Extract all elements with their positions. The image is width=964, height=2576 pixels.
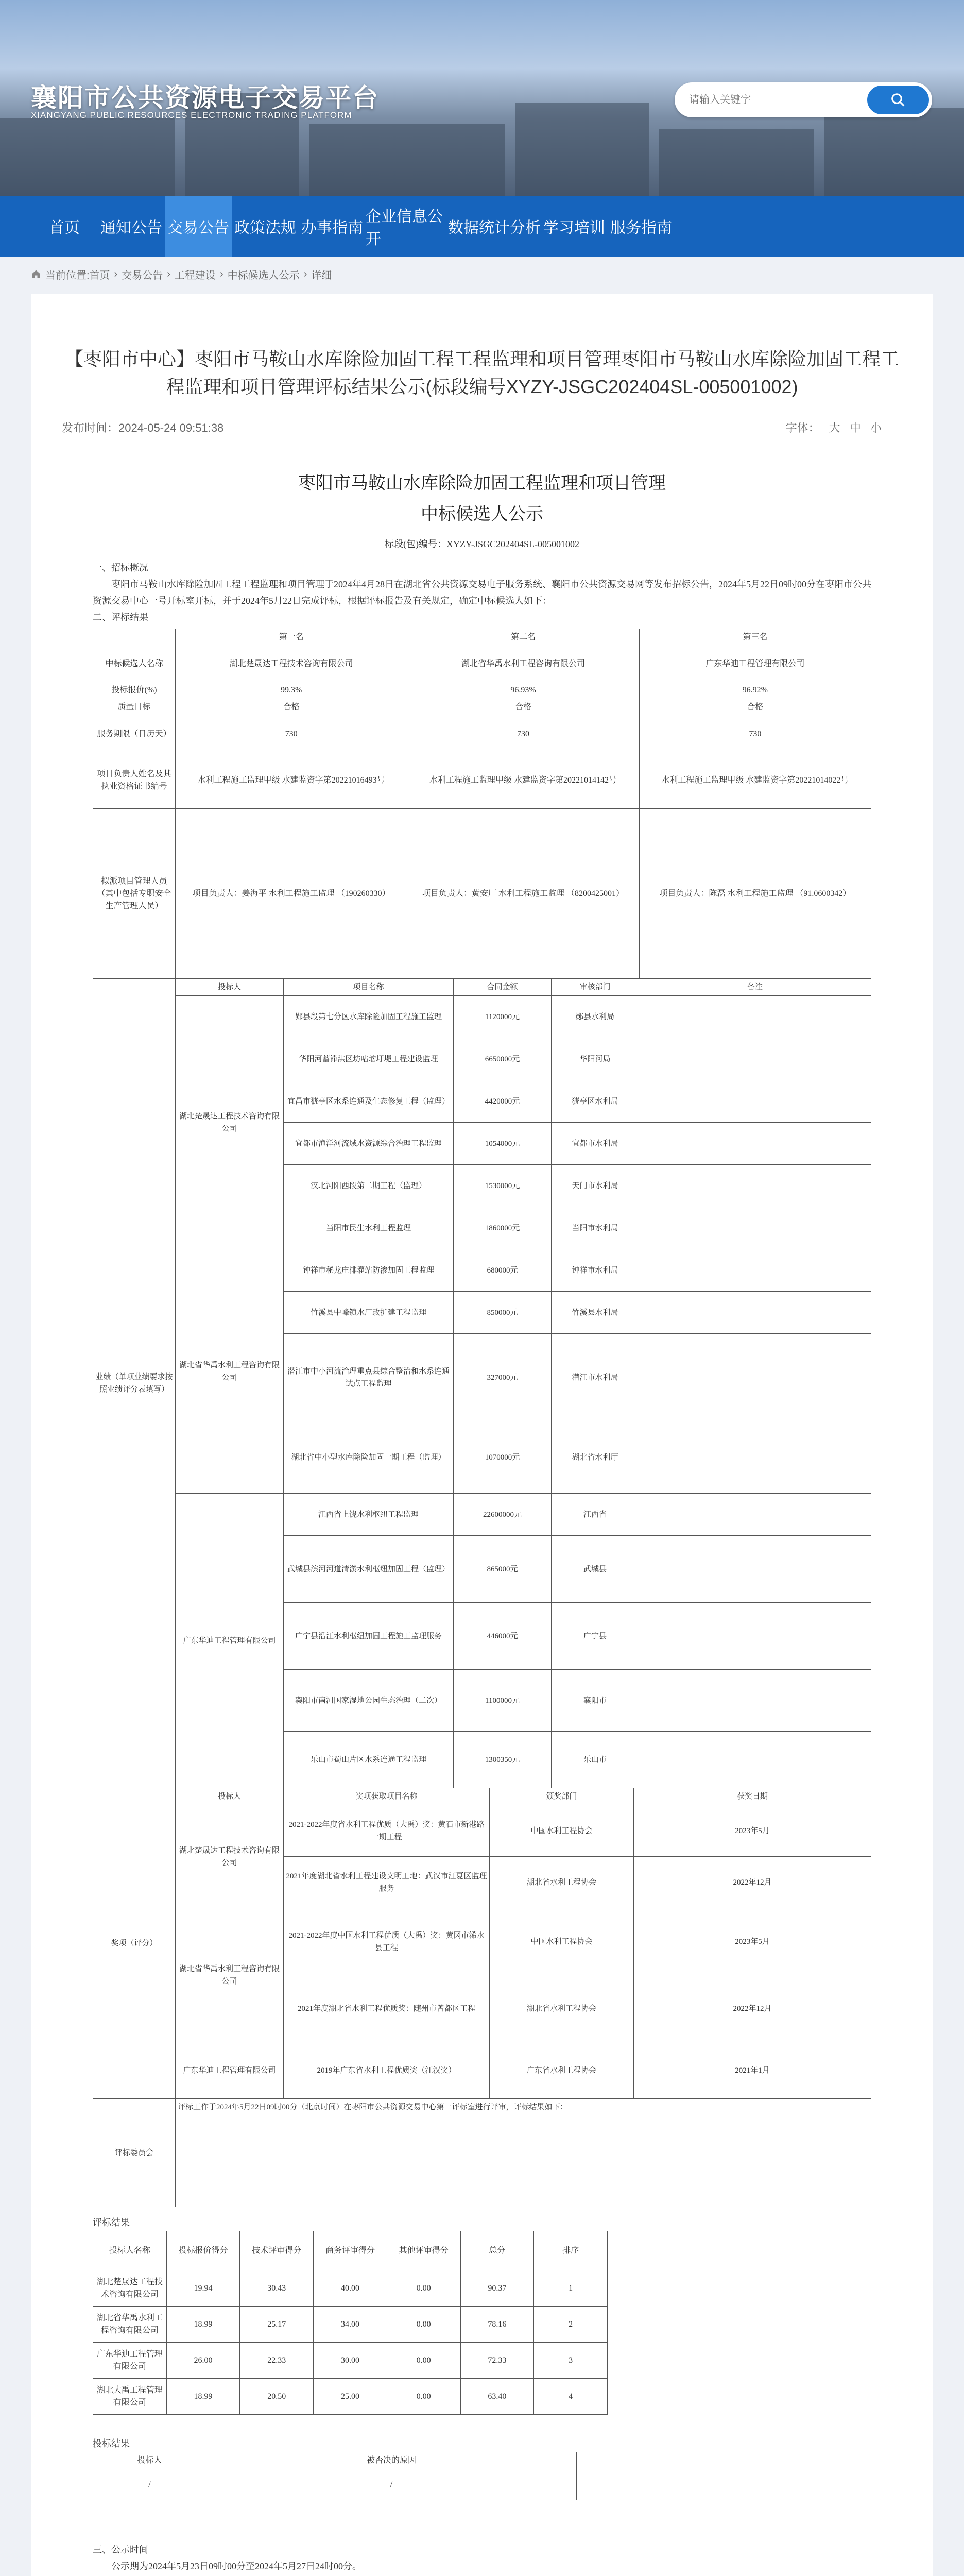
table-cell: 30.00 — [314, 2343, 387, 2379]
table-cell: 0.00 — [387, 2343, 460, 2379]
table-cell: 湖北楚晟达工程技术咨询有限公司 — [93, 2270, 167, 2307]
bidder-name: 湖北楚晟达工程技术咨询有限公司 — [176, 996, 284, 1249]
table-cell: 1530000元 — [454, 1165, 552, 1207]
table-corner — [93, 629, 176, 646]
table-cell: 襄阳市 — [552, 1670, 639, 1732]
table-cell: 项目负责人：姜海平 水利工程施工监理 （190260330） — [176, 809, 407, 979]
table-cell: 竹溪县水利局 — [552, 1292, 639, 1334]
col-award-dept: 颁奖部门 — [490, 1788, 634, 1805]
table-cell: 湖北省水利厅 — [552, 1421, 639, 1494]
committee-text: 评标工作于2024年5月22日09时00分（北京时间）在枣阳市公共资源交易中心第一评标室进行评审，评标结果如下： — [176, 2099, 871, 2207]
table-cell: 郧县水利局 — [552, 996, 639, 1038]
nav-trade-announcements[interactable]: 交易公告 — [165, 196, 232, 257]
table-cell: 2021-2022年度省水利工程优质（大禹）奖：黄石市新港路一期工程 — [284, 1805, 490, 1857]
table-cell: 22.33 — [240, 2343, 314, 2379]
table-cell: 襄阳市南河国家湿地公园生态治理（二次） — [284, 1670, 454, 1732]
table-cell: 天门市水利局 — [552, 1165, 639, 1207]
col-third: 第三名 — [639, 629, 871, 646]
table-cell: 钟祥市水利局 — [552, 1249, 639, 1292]
table-cell: 广宁县 — [552, 1603, 639, 1670]
table-cell: 30.43 — [240, 2270, 314, 2307]
publish-time: 发布时间：2024-05-24 09:51:38 — [62, 421, 224, 434]
nav-home[interactable]: 首页 — [49, 219, 80, 236]
row-label: 投标报价(%) — [93, 682, 176, 699]
table-cell: 水利工程施工监理甲级 水建监资字第20221014142号 — [407, 752, 639, 809]
table-cell: 中国水利工程协会 — [490, 1805, 634, 1857]
bidder-name: 湖北省华禹水利工程咨询有限公司 — [176, 1908, 284, 2042]
table-cell: 1 — [534, 2270, 608, 2307]
section-1-title: 一、招标概况 — [93, 563, 148, 573]
table-cell: 广宁县沿江水利枢纽加固工程施工监理服务 — [284, 1603, 454, 1670]
col-total: 总分 — [460, 2231, 534, 2270]
table-cell: 3 — [534, 2343, 608, 2379]
table-cell: / — [206, 2469, 577, 2500]
table-cell: 水利工程施工监理甲级 水建监资字第20221016493号 — [176, 752, 407, 809]
table-cell: 72.33 — [460, 2343, 534, 2379]
table-cell: 广东华迪工程管理有限公司 — [639, 646, 871, 682]
table-cell: 中国水利工程协会 — [490, 1908, 634, 1975]
table-cell: 1120000元 — [454, 996, 552, 1038]
col-bidder: 投标人 — [176, 1788, 284, 1805]
table-cell: 327000元 — [454, 1334, 552, 1421]
site-title: 襄阳市公共资源电子交易平台 — [31, 83, 379, 112]
table-cell: 6650000元 — [454, 1038, 552, 1080]
col-bidder: 投标人 — [176, 979, 284, 996]
table-cell: 2021年度湖北省水利工程优质奖：随州市曾都区工程 — [284, 1975, 490, 2042]
row-label: 服务期限（日历天） — [93, 716, 176, 752]
nav-policy[interactable]: 政策法规 — [234, 219, 296, 236]
table-cell: 2 — [534, 2307, 608, 2343]
section-3-text: 公示期为2024年5月23日09时00分至2024年5月27日24时00分。 — [111, 2561, 361, 2571]
table-cell: 2022年12月 — [634, 1975, 871, 2042]
bid-result-title: 投标结果 — [93, 2438, 130, 2449]
table-cell: 当阳市水利局 — [552, 1207, 639, 1249]
table-cell: 1100000元 — [454, 1670, 552, 1732]
breadcrumb-detail: 详细 — [311, 269, 332, 281]
table-cell: 2022年12月 — [634, 1857, 871, 1908]
search-icon — [890, 92, 906, 108]
table-cell: 当阳市民生水利工程监理 — [284, 1207, 454, 1249]
nav-training[interactable]: 学习培训 — [543, 219, 605, 236]
table-cell: 4420000元 — [454, 1080, 552, 1123]
table-cell: 武城县滨河河道清淤水利枢纽加固工程（监理） — [284, 1536, 454, 1603]
col-bidder-name: 投标人名称 — [93, 2231, 167, 2270]
font-label: 字体： — [785, 421, 820, 434]
table-cell: 潜江市中小河流治理重点县综合整治和水系连通试点工程监理 — [284, 1334, 454, 1421]
section-1-text: 枣阳市马鞍山水库除险加固工程工程监理和项目管理于2024年4月28日在湖北省公共资源交易电子服务系统、襄阳市公共资源交易网等发布招标公告，2024年5月22日09时00分在枣阳市公共资源交易中心一号开标室开标，并于2024年5月22日完成评标，根据评标报告及有关规定，确定中标候选人如下： — [93, 579, 871, 606]
table-cell: 2021年度湖北省水利工程建设文明工地：武汉市江夏区监理服务 — [284, 1857, 490, 1908]
nav-guide[interactable]: 办事指南 — [301, 219, 363, 236]
table-cell: 99.3% — [176, 682, 407, 699]
doc-heading: 枣阳市马鞍山水库除险加固工程监理和项目管理 — [298, 473, 666, 493]
table-cell: 1054000元 — [454, 1123, 552, 1165]
table-cell: 乐山市 — [552, 1732, 639, 1788]
performance-label: 业绩（单项业绩要求按照业绩评分表填写） — [93, 979, 176, 1788]
table-cell: 2023年5月 — [634, 1908, 871, 1975]
table-cell: 19.94 — [166, 2270, 240, 2307]
col-dept: 审核部门 — [552, 979, 639, 996]
table-cell: 宜昌市猇亭区水系连通及生态修复工程（监理） — [284, 1080, 454, 1123]
rejected-table — [93, 2452, 577, 2500]
font-small-button[interactable]: 小 — [870, 421, 882, 434]
table-cell: 合格 — [176, 699, 407, 716]
table-cell: 乐山市蜀山片区水系连通工程监理 — [284, 1732, 454, 1788]
section-2-title: 二、评标结果 — [93, 612, 148, 622]
table-cell: 0.00 — [387, 2379, 460, 2415]
font-mid-button[interactable]: 中 — [849, 421, 861, 434]
col-award-date: 获奖日期 — [634, 1788, 871, 1805]
font-big-button[interactable]: 大 — [829, 421, 840, 434]
col-project: 项目名称 — [284, 979, 454, 996]
table-cell: 汉北河阳西段第二期工程（监理） — [284, 1165, 454, 1207]
breadcrumb-home[interactable]: 首页 — [89, 269, 110, 281]
col-biz-score: 商务评审得分 — [314, 2231, 387, 2270]
table-cell: 0.00 — [387, 2270, 460, 2307]
table-cell: 1860000元 — [454, 1207, 552, 1249]
table-cell: 钟祥市秘龙庄排灌站防渗加固工程监理 — [284, 1249, 454, 1292]
table-cell: 2019年广东省水利工程优质奖（江汉奖） — [284, 2042, 490, 2099]
table-cell: 22600000元 — [454, 1494, 552, 1536]
table-cell: 680000元 — [454, 1249, 552, 1292]
table-cell: 446000元 — [454, 1603, 552, 1670]
table-cell: 865000元 — [454, 1536, 552, 1603]
table-cell: 宜都市水利局 — [552, 1123, 639, 1165]
col-second: 第二名 — [407, 629, 639, 646]
table-cell: / — [93, 2469, 206, 2500]
table-cell: 湖北大禹工程管理有限公司 — [93, 2379, 167, 2415]
bidder-name: 广东华迪工程管理有限公司 — [176, 1494, 284, 1788]
section-number: 标段(包)编号：XYZY-JSGC202404SL-005001002 — [385, 539, 579, 549]
table-cell: 2021年1月 — [634, 2042, 871, 2099]
col-bidder: 投标人 — [93, 2452, 206, 2469]
doc-subheading: 中标候选人公示 — [421, 504, 543, 524]
table-cell: 湖北省华禹水利工程咨询有限公司 — [407, 646, 639, 682]
home-icon — [31, 269, 41, 279]
table-cell: 宜都市渔洋河流域水资源综合治理工程监理 — [284, 1123, 454, 1165]
awards-table — [93, 1788, 871, 2099]
candidates-table — [93, 629, 871, 979]
table-cell: 合格 — [407, 699, 639, 716]
col-amount: 合同金额 — [454, 979, 552, 996]
row-label: 中标候选人名称 — [93, 646, 176, 682]
table-cell: 40.00 — [314, 2270, 387, 2307]
col-rank: 排序 — [534, 2231, 608, 2270]
nav-service[interactable]: 服务指南 — [610, 219, 672, 236]
document-body — [93, 536, 871, 2576]
table-cell: 武城县 — [552, 1536, 639, 1603]
search-input[interactable] — [689, 92, 859, 108]
breadcrumb-candidates[interactable]: 中标候选人公示 — [227, 269, 300, 281]
table-cell: 63.40 — [460, 2379, 534, 2415]
table-cell: 96.92% — [639, 682, 871, 699]
col-reason: 被否决的原因 — [206, 2452, 577, 2469]
table-cell: 730 — [639, 716, 871, 752]
table-cell: 合格 — [639, 699, 871, 716]
col-first: 第一名 — [176, 629, 407, 646]
table-cell: 项目负责人：陈磊 水利工程施工监理 （91.0600342） — [639, 809, 871, 979]
table-cell: 1070000元 — [454, 1421, 552, 1494]
col-tech-score: 技术评审得分 — [240, 2231, 314, 2270]
table-cell: 广东华迪工程管理有限公司 — [93, 2343, 167, 2379]
table-cell: 猇亭区水利局 — [552, 1080, 639, 1123]
table-cell: 26.00 — [166, 2343, 240, 2379]
table-cell: 34.00 — [314, 2307, 387, 2343]
bidder-name: 湖北省华禹水利工程咨询有限公司 — [176, 1249, 284, 1494]
table-cell: 水利工程施工监理甲级 水建监资字第20221014022号 — [639, 752, 871, 809]
col-award-project: 奖项获取项目名称 — [284, 1788, 490, 1805]
table-cell: 25.00 — [314, 2379, 387, 2415]
performance-table — [93, 978, 871, 1788]
score-table — [93, 2231, 608, 2415]
section-3-title: 三、公示时间 — [93, 2545, 148, 2555]
nav-notices[interactable]: 通知公告 — [100, 219, 162, 236]
table-cell: 华阳河蓄滞洪区坊咕垴圩堤工程建设监理 — [284, 1038, 454, 1080]
table-cell: 1300350元 — [454, 1732, 552, 1788]
table-cell: 广东省水利工程协会 — [490, 2042, 634, 2099]
nav-statistics[interactable]: 数据统计分析 — [448, 219, 541, 236]
table-cell: 850000元 — [454, 1292, 552, 1334]
table-cell: 0.00 — [387, 2307, 460, 2343]
search-button[interactable] — [867, 86, 929, 114]
nav-enterprise-info[interactable]: 企业信息公开 — [366, 208, 443, 248]
main-nav — [0, 196, 964, 257]
table-cell: 18.99 — [166, 2379, 240, 2415]
table-cell: 湖北省中小型水库除险加固一期工程（监理） — [284, 1421, 454, 1494]
table-cell: 江西省 — [552, 1494, 639, 1536]
article-container — [31, 294, 933, 2576]
row-label: 质量目标 — [93, 699, 176, 716]
table-cell: 25.17 — [240, 2307, 314, 2343]
article-title: 【枣阳市中心】枣阳市马鞍山水库除险加固工程工程监理和项目管理枣阳市马鞍山水库除险加固工程工程监理和项目管理评标结果公示(标段编号XYZY-JSGC202404SL-005001002) — [64, 348, 899, 397]
breadcrumb-prefix: 当前位置: — [45, 269, 90, 281]
table-cell: 730 — [407, 716, 639, 752]
table-cell: 20.50 — [240, 2379, 314, 2415]
table-cell: 竹溪县中峰镇水厂改扩建工程监理 — [284, 1292, 454, 1334]
table-cell: 湖北省水利工程协会 — [490, 1857, 634, 1908]
table-cell: 湖北省水利工程协会 — [490, 1975, 634, 2042]
table-cell: 2023年5月 — [634, 1805, 871, 1857]
col-remark: 备注 — [639, 979, 871, 996]
table-cell: 湖北省华禹水利工程咨询有限公司 — [93, 2307, 167, 2343]
table-cell: 华阳河局 — [552, 1038, 639, 1080]
font-size-control — [786, 419, 882, 435]
breadcrumb: 当前位置: 首页 › 交易公告 › 工程建设 › 中标候选人公示 › 详细 — [31, 258, 332, 291]
table-cell: 18.99 — [166, 2307, 240, 2343]
table-cell: 730 — [176, 716, 407, 752]
breadcrumb-engineering[interactable]: 工程建设 — [174, 269, 216, 281]
col-price-score: 投标报价得分 — [166, 2231, 240, 2270]
table-cell: 90.37 — [460, 2270, 534, 2307]
site-subtitle: XIANGYANG PUBLIC RESOURCES ELECTRONIC TRADING PLATFORM — [31, 110, 352, 120]
result-title: 评标结果 — [93, 2217, 130, 2228]
bidder-name: 广东华迪工程管理有限公司 — [176, 2042, 284, 2099]
table-cell: 江西省上饶水利枢纽工程监理 — [284, 1494, 454, 1536]
table-cell: 2021-2022年度中国水利工程优质（大禹）奖：黄冈市浠水县工程 — [284, 1908, 490, 1975]
row-label: 拟派项目管理人员（其中包括专职安全生产管理人员） — [93, 809, 176, 979]
bidder-name: 湖北楚晟达工程技术咨询有限公司 — [176, 1805, 284, 1908]
breadcrumb-trade[interactable]: 交易公告 — [122, 269, 163, 281]
col-other-score: 其他评审得分 — [387, 2231, 460, 2270]
committee-label: 评标委员会 — [93, 2099, 176, 2207]
table-cell: 78.16 — [460, 2307, 534, 2343]
header-banner — [0, 0, 964, 196]
table-cell: 96.93% — [407, 682, 639, 699]
article-meta — [62, 410, 902, 445]
table-cell: 项目负责人：黄安厂 水利工程施工监理 （8200425001） — [407, 809, 639, 979]
search-box — [675, 82, 932, 117]
awards-label: 奖项（评分） — [93, 1788, 176, 2099]
row-label: 项目负责人姓名及其执业资格证书编号 — [93, 752, 176, 809]
table-cell: 郧县段第七分区水库除险加固工程施工监理 — [284, 996, 454, 1038]
table-cell: 4 — [534, 2379, 608, 2415]
table-cell: 湖北楚晟达工程技术咨询有限公司 — [176, 646, 407, 682]
committee-table — [93, 2098, 871, 2207]
table-cell: 潜江市水利局 — [552, 1334, 639, 1421]
